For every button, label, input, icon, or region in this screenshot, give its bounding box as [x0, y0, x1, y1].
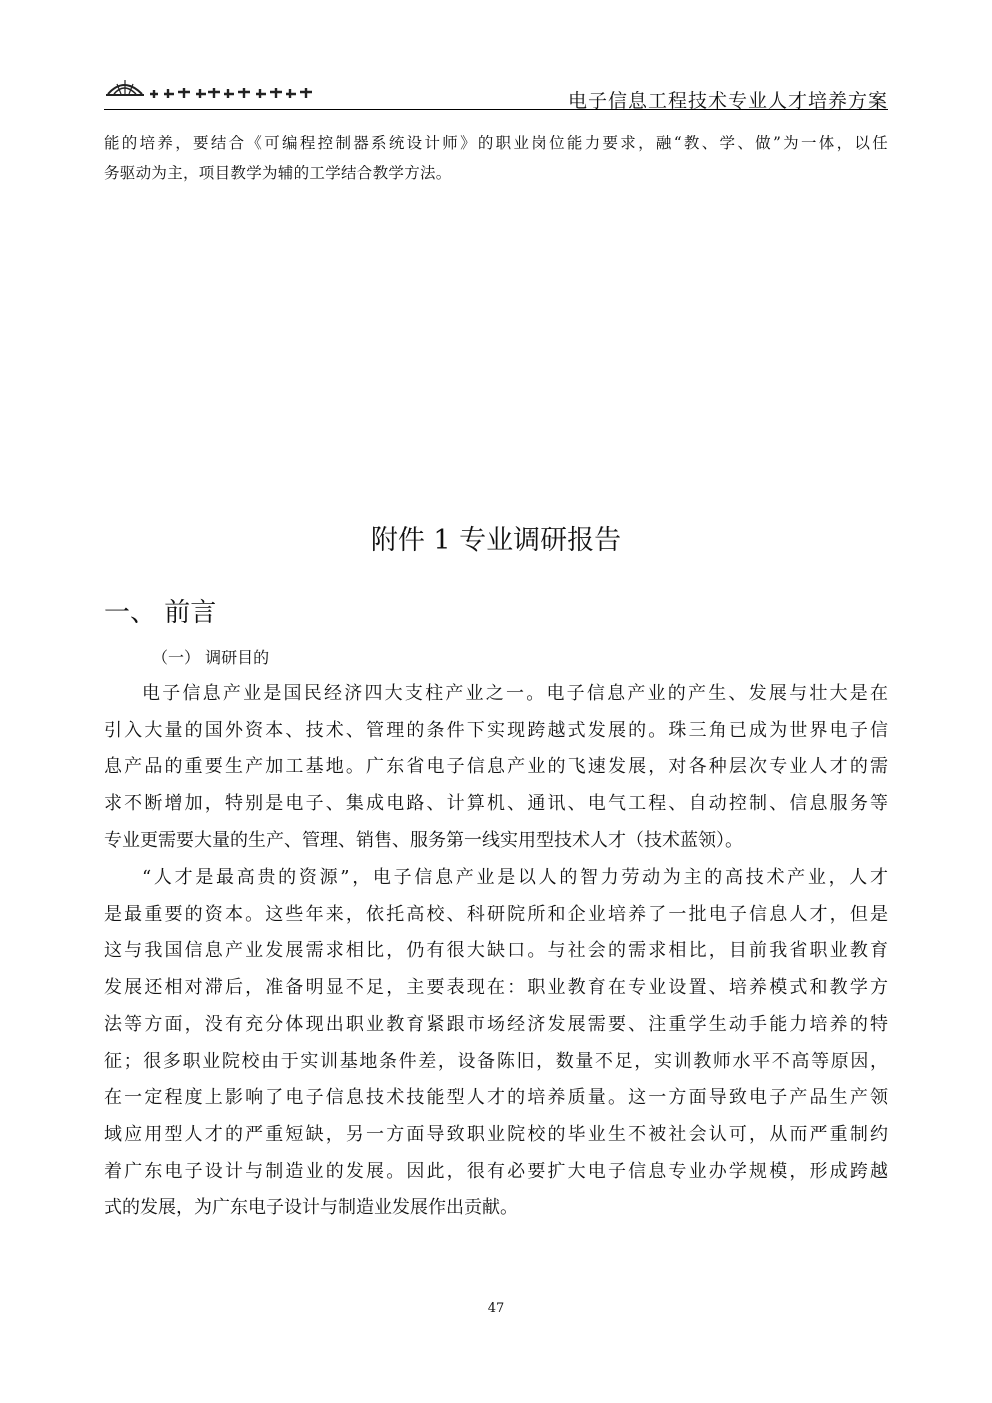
text-line: 着广东电子设计与制造业的发展。因此，很有必要扩大电子信息专业办学规模，形成跨越 — [104, 1160, 888, 1182]
subsection-heading: （一） 调研目的 — [152, 648, 270, 667]
header-divider — [104, 109, 888, 110]
text-line: 征；很多职业院校由于实训基地条件差，设备陈旧，数量不足，实训教师水平不高等原因， — [104, 1050, 888, 1072]
text-line: 是最重要的资本。这些年来，依托高校、科研院所和企业培养了一批电子信息人才，但是 — [104, 903, 888, 925]
text-line: “人才是最高贵的资源”，电子信息产业是以人的智力劳动为主的高技术产业，人才 — [142, 867, 888, 888]
text-line: 务驱动为主，项目教学为辅的工学结合教学方法。 — [104, 164, 452, 182]
text-line: 能的培养，要结合《可编程控制器系统设计师》的职业岗位能力要求，融“教、学、做”为一体，以任 — [104, 134, 888, 152]
section-heading: 一、 前言 — [104, 598, 217, 628]
page-number: 47 — [487, 1301, 505, 1316]
text-line: 求不断增加，特别是电子、集成电路、计算机、通讯、电气工程、自动控制、信息服务等 — [104, 793, 888, 815]
text-line: 电子信息产业是国民经济四大支柱产业之一。电子信息产业的产生、发展与壮大是在 — [142, 683, 888, 704]
text-line: 引入大量的国外资本、技术、管理的条件下实现跨越式发展的。珠三角已成为世界电子信 — [104, 719, 888, 741]
paragraph-research-purpose — [104, 676, 888, 860]
text-line: 法等方面，没有充分体现出职业教育紧跟市场经济发展需要、注重学生动手能力培养的特 — [104, 1013, 888, 1035]
text-line: 域应用型人才的严重短缺，另一方面导致职业院校的毕业生不被社会认可，从而严重制约 — [104, 1123, 888, 1145]
text-line: 专业更需要大量的生产、管理、销售、服务第一线实用型技术人才（技术蓝领）。 — [104, 829, 743, 851]
paragraph-talent-resources — [104, 860, 888, 1227]
document-title: 电子信息工程技术专业人才培养方案 — [567, 90, 888, 112]
school-logo-icon — [104, 72, 334, 102]
appendix-title: 附件 1 专业调研报告 — [370, 525, 622, 556]
text-line: 这与我国信息产业发展需求相比，仍有很大缺口。与社会的需求相比，目前我省职业教育 — [104, 940, 888, 962]
text-line: 在一定程度上影响了电子信息技术技能型人才的培养质量。这一方面导致电子产品生产领 — [104, 1087, 888, 1109]
text-line: 式的发展，为广东电子设计与制造业发展作出贡献。 — [104, 1197, 518, 1219]
text-line: 息产品的重要生产加工基地。广东省电子信息产业的飞速发展，对各种层次专业人才的需 — [104, 756, 888, 778]
intro-paragraph — [104, 128, 888, 188]
page-header — [104, 62, 888, 110]
text-line: 发展还相对滞后，准备明显不足，主要表现在：职业教育在专业设置、培养模式和教学方 — [104, 977, 888, 999]
